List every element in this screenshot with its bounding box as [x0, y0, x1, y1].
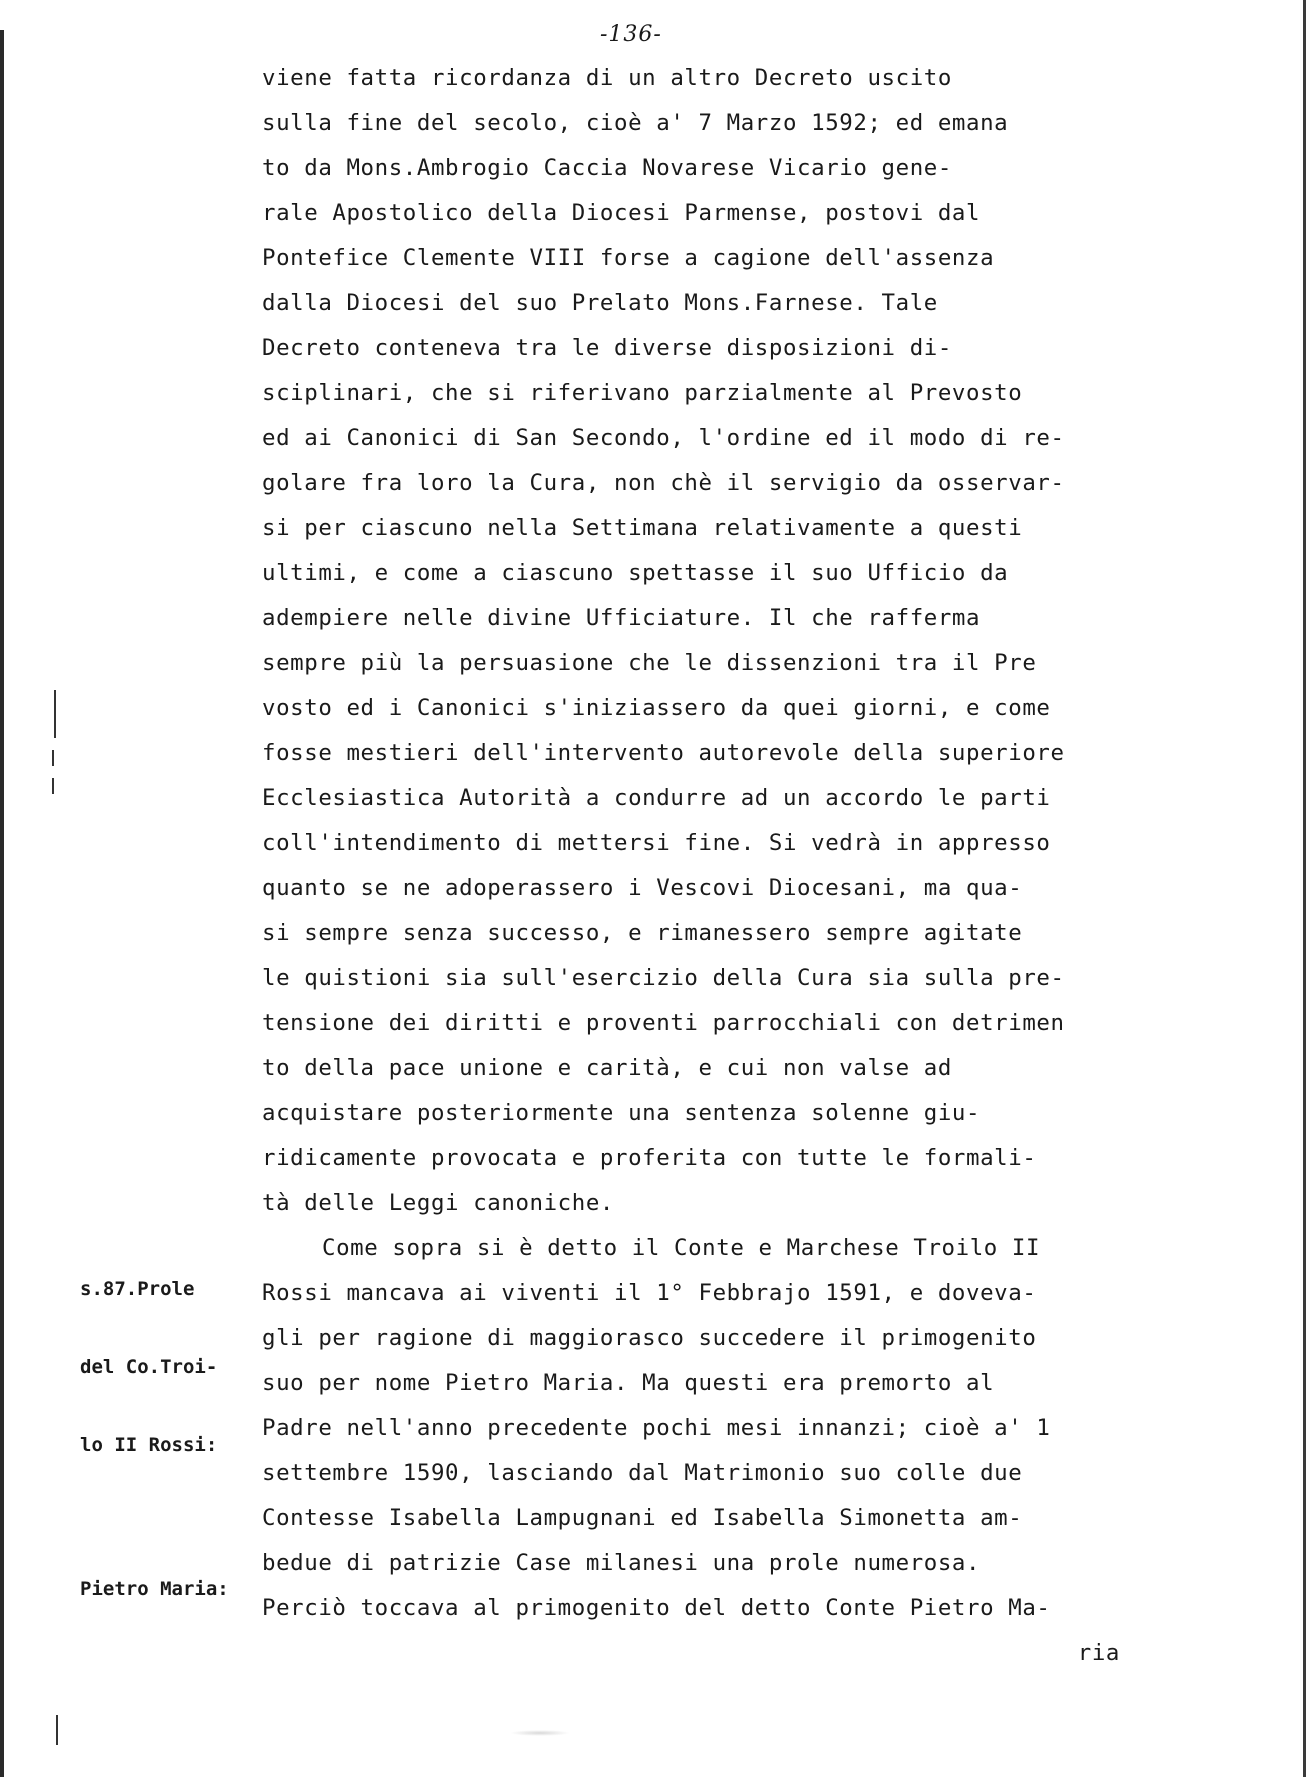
text-line: si per ciascuno nella Settimana relativamente a questi [262, 515, 1023, 541]
page-number: -136- [600, 22, 662, 47]
text-line: settembre 1590, lasciando dal Matrimonio suo colle due [262, 1460, 1023, 1486]
text-line: fosse mestieri dell'intervento autorevole della superiore [262, 740, 1065, 766]
margin-mark [52, 778, 54, 794]
text-line: Pontefice Clemente VIII forse a cagione dell'assenza [262, 245, 995, 271]
sidenote-gap [80, 1510, 280, 1524]
text-line: sulla fine del secolo, cioè a' 7 Marzo 1592; ed emana [262, 110, 1009, 136]
text-line: suo per nome Pietro Maria. Ma questi era premorto al [262, 1370, 995, 1396]
text-line: vosto ed i Canonici s'iniziassero da quei giorni, e come [262, 695, 1051, 721]
margin-mark [52, 750, 54, 766]
paragraph-first-line: Come sopra si è detto il Conte e Marchese Troilo II [322, 1235, 1041, 1261]
text-line: coll'intendimento di mettersi fine. Si vedrà in appresso [262, 830, 1051, 856]
text-line: si sempre senza successo, e rimanessero sempre agitate [262, 920, 1023, 946]
text-line: to della pace unione e carità, e cui non valse ad [262, 1055, 952, 1081]
text-line: ridicamente provocata e proferita con tutte le formali- [262, 1145, 1037, 1171]
text-line: le quistioni sia sull'esercizio della Cura sia sulla pre- [262, 965, 1065, 991]
text-line: tensione dei diritti e proventi parrocchiali con detrimen [262, 1010, 1065, 1036]
text-line: Padre nell'anno precedente pochi mesi innanzi; cioè a' 1 [262, 1415, 1051, 1441]
text-line: Decreto conteneva tra le diverse disposizioni di- [262, 335, 952, 361]
text-line: adempiere nelle divine Ufficiature. Il che rafferma [262, 605, 981, 631]
text-line: to da Mons.Ambrogio Caccia Novarese Vicario gene- [262, 155, 952, 181]
text-line: golare fra loro la Cura, non chè il servigio da osservar- [262, 470, 1065, 496]
text-line: tà delle Leggi canoniche. [262, 1190, 615, 1216]
catchword: ria [1077, 1640, 1120, 1666]
text-line: bedue di patrizie Case milanesi una prole numerosa. [262, 1550, 981, 1576]
sidenote-line: lo II Rossi: [80, 1434, 218, 1456]
text-line: sciplinari, che si riferivano parzialmente al Prevosto [262, 380, 1023, 406]
body-text [262, 56, 1142, 1676]
text-line: ed ai Canonici di San Secondo, l'ordine ed il modo di re- [262, 425, 1065, 451]
margin-sidenote [80, 1224, 280, 1654]
sidenote-line: del Co.Troi- [80, 1356, 218, 1378]
text-line: viene fatta ricordanza di un altro Decreto uscito [262, 65, 952, 91]
sidenote-line: s.87.Prole [80, 1278, 195, 1300]
text-line: Contesse Isabella Lampugnani ed Isabella Simonetta am- [262, 1505, 1023, 1531]
text-line: gli per ragione di maggiorasco succedere il primogenito [262, 1325, 1037, 1351]
text-line: ultimi, e come a ciascuno spettasse il suo Ufficio da [262, 560, 1009, 586]
text-line: Rossi mancava ai viventi il 1° Febbrajo 1591, e doveva- [262, 1280, 1037, 1306]
text-line: dalla Diocesi del suo Prelato Mons.Farnese. Tale [262, 290, 938, 316]
text-line: quanto se ne adoperassero i Vescovi Diocesani, ma qua- [262, 875, 1023, 901]
text-line: sempre più la persuasione che le dissenzioni tra il Pre [262, 650, 1037, 676]
text-line: Perciò toccava al primogenito del detto Conte Pietro Ma- [262, 1595, 1051, 1621]
sidenote-line: Pietro Maria: [80, 1578, 229, 1600]
scan-edge-left [0, 30, 4, 1777]
text-line: Ecclesiastica Autorità a condurre ad un accordo le parti [262, 785, 1051, 811]
margin-mark [54, 690, 56, 738]
text-line: acquistare posteriormente una sentenza solenne giu- [262, 1100, 981, 1126]
scan-smudge [510, 1730, 570, 1736]
text-line: rale Apostolico della Diocesi Parmense, postovi dal [262, 200, 981, 226]
margin-mark [56, 1715, 58, 1745]
